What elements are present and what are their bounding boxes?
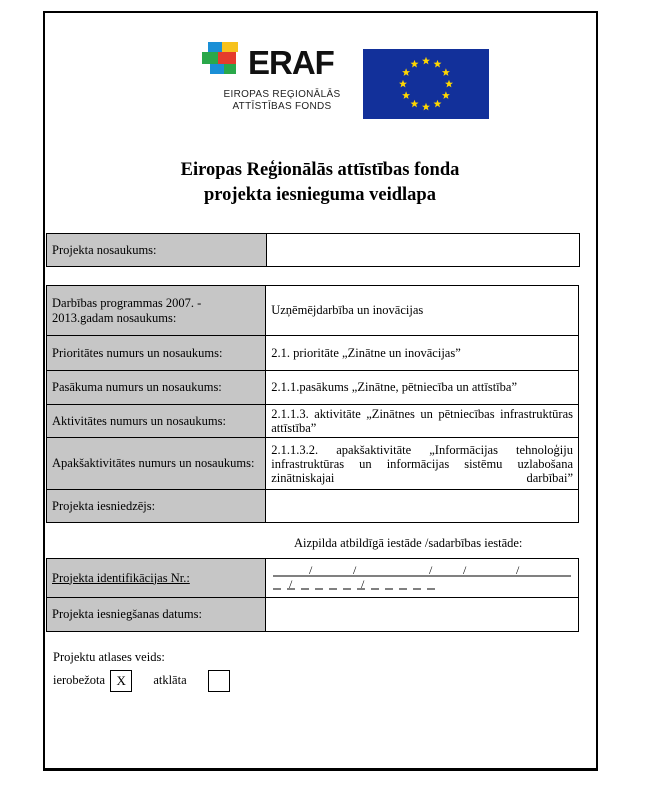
priority-label: Prioritātes numurs un nosaukums: xyxy=(47,336,266,371)
programme-label: Darbības programmas 2007. - 2013.gadam nosaukums: xyxy=(47,286,266,336)
id-number-label: Projekta identifikācijas Nr.: xyxy=(47,559,266,598)
subactivity-label: Apakšaktivitātes numurs un nosaukums: xyxy=(47,438,266,490)
selection-type xyxy=(53,650,230,692)
title-line2: projekta iesnieguma veidlapa xyxy=(204,185,436,205)
eraf-subtitle xyxy=(212,89,352,113)
applicant-field[interactable] xyxy=(266,490,579,523)
programme-value: Uzņēmējdarbība un inovācijas xyxy=(266,286,579,336)
project-name-field[interactable] xyxy=(266,234,579,267)
svg-text:/: / xyxy=(361,577,365,591)
svg-text:/: / xyxy=(429,563,433,577)
activity-value: 2.1.1.3. aktivitāte „Zinātnes un pētniecības infrastruktūras attīstība” xyxy=(266,405,579,438)
eraf-subtitle-line1: EIROPAS REĢIONĀLĀS xyxy=(223,89,341,100)
svg-text:/: / xyxy=(516,563,520,577)
svg-text:/: / xyxy=(353,563,357,577)
project-name-label: Projekta nosaukums: xyxy=(47,234,267,267)
title-line1: Eiropas Reģionālās attīstības fonda xyxy=(180,160,460,180)
svg-text:/: / xyxy=(309,563,313,577)
programme-table xyxy=(46,285,579,523)
subactivity-value: 2.1.1.3.2. apakšaktivitāte „Informācijas tehnoloģiju infrastruktūras un informācijas sistēmu uzlabošana zinātniskajai darbībai” xyxy=(266,438,579,490)
measure-label: Pasākuma numurs un nosaukums: xyxy=(47,371,266,405)
svg-text:/: / xyxy=(289,577,293,591)
activity-label: Aktivitātes numurs un nosaukums: xyxy=(47,405,266,438)
id-number-slots xyxy=(271,561,571,591)
submission-date-label: Projekta iesniegšanas datums: xyxy=(47,598,266,632)
option-open-checkbox[interactable] xyxy=(208,670,230,692)
id-number-field[interactable] xyxy=(266,559,579,598)
identification-table xyxy=(46,558,579,632)
eraf-name: ERAF xyxy=(248,44,334,81)
option-limited-checkbox[interactable]: X xyxy=(110,670,132,692)
svg-text:/: / xyxy=(463,563,467,577)
eraf-subtitle-line2: ATTĪSTĪBAS FONDS xyxy=(232,101,332,112)
applicant-label: Projekta iesniedzējs: xyxy=(47,490,266,523)
selection-label: Projektu atlases veids: xyxy=(53,650,165,664)
filled-by-note: Aizpilda atbildīgā iestāde /sadarbības iestāde: xyxy=(294,536,523,550)
project-name-table xyxy=(46,233,580,267)
submission-date-field[interactable] xyxy=(266,598,579,632)
eu-flag xyxy=(363,49,489,119)
measure-value: 2.1.1.pasākums „Zinātne, pētniecība un attīstība” xyxy=(266,371,579,405)
option-limited-label: ierobežota xyxy=(53,672,106,687)
priority-value: 2.1. prioritāte „Zinātne un inovācijas” xyxy=(266,336,579,371)
option-open-label: atklāta xyxy=(153,672,187,687)
